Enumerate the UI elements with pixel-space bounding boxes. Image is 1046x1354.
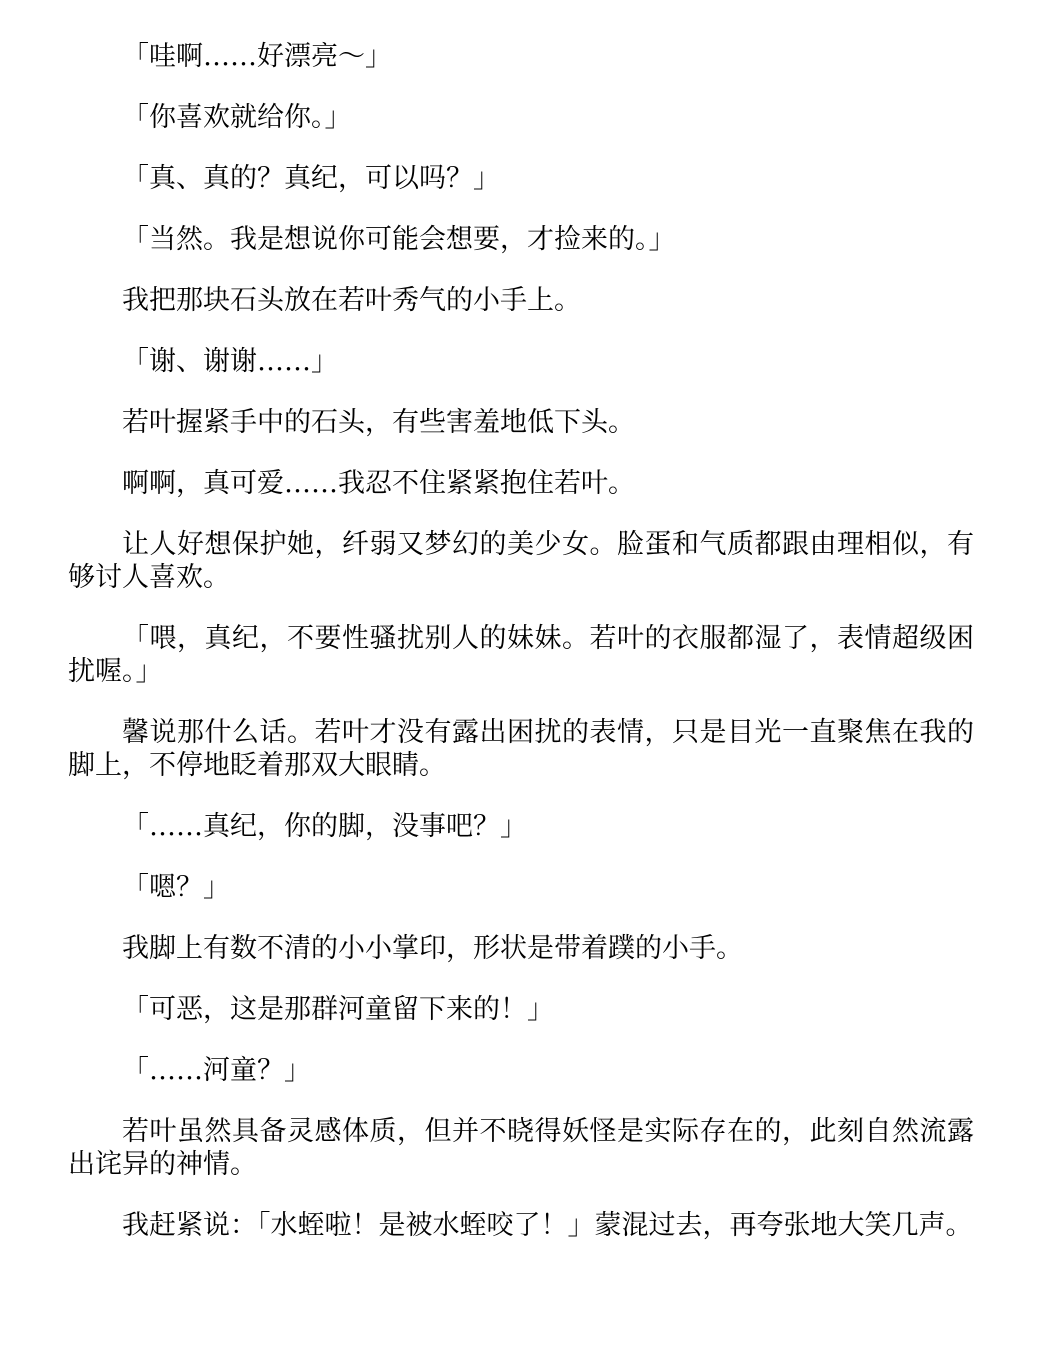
paragraph: 若叶虽然具备灵感体质，但并不晓得妖怪是实际存在的，此刻自然流露出诧异的神情。: [68, 1116, 974, 1180]
paragraph: 我脚上有数不清的小小掌印，形状是带着蹼的小手。: [122, 933, 743, 964]
paragraph: 「喂，真纪，不要性骚扰别人的妹妹。若叶的衣服都湿了，表情超级困扰喔。」: [68, 623, 974, 687]
paragraph: 「可恶，这是那群河童留下来的！」: [122, 994, 554, 1025]
paragraph: 「当然。我是想说你可能会想要，才捡来的。」: [122, 224, 676, 255]
paragraph: 让人好想保护她，纤弱又梦幻的美少女。脸蛋和气质都跟由理相似，有够讨人喜欢。: [68, 529, 974, 593]
paragraph: 「哇啊……好漂亮～」: [122, 41, 392, 72]
paragraph: 「真、真的？真纪，可以吗？」: [122, 163, 500, 194]
paragraph: 馨说那什么话。若叶才没有露出困扰的表情，只是目光一直聚焦在我的脚上，不停地眨着那双大眼睛。: [68, 717, 974, 781]
paragraph: 「谢、谢谢……」: [122, 346, 338, 377]
paragraph: 啊啊，真可爱……我忍不住紧紧抱住若叶。: [122, 468, 635, 499]
paragraph: 我把那块石头放在若叶秀气的小手上。: [122, 285, 581, 316]
paragraph: 「你喜欢就给你。」: [122, 102, 352, 133]
paragraph: 「嗯？」: [122, 872, 230, 903]
paragraph: 若叶握紧手中的石头，有些害羞地低下头。: [122, 407, 635, 438]
text-column: [68, 40, 974, 1270]
paragraph: 我赶紧说：「水蛭啦！是被水蛭咬了！」蒙混过去，再夸张地大笑几声。: [122, 1210, 973, 1241]
paragraph: 「……真纪，你的脚，没事吧？」: [122, 811, 527, 842]
paragraph: 「……河童？」: [122, 1055, 311, 1086]
